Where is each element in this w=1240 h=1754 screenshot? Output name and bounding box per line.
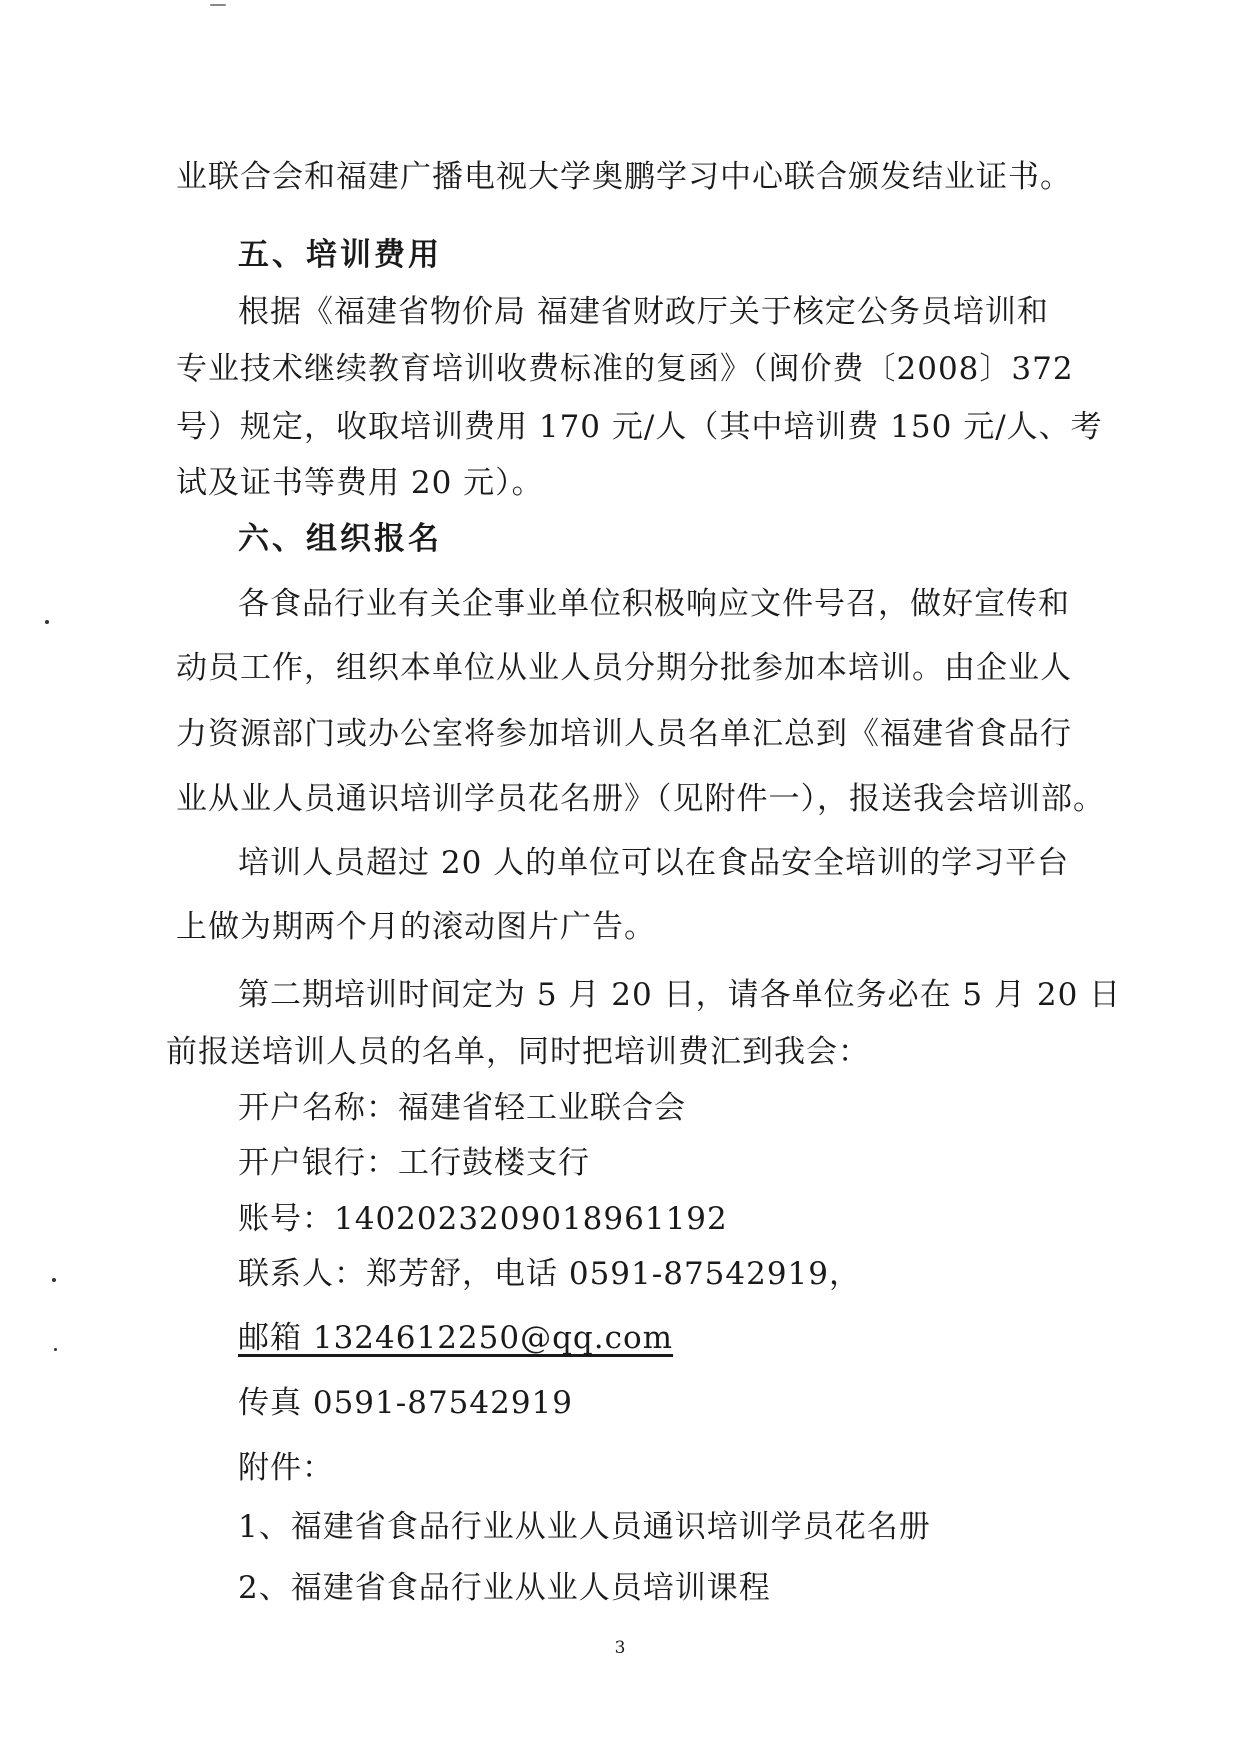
scan-speck: [45, 620, 49, 624]
scan-speck: [54, 1348, 57, 1351]
paragraph-line: 第二期培训时间定为 5 月 20 日，请各单位务必在 5 月 20 日: [238, 977, 1122, 1013]
paragraph-line: 号）规定，收取培训费用 170 元/人（其中培训费 150 元/人、考: [176, 409, 1103, 445]
paragraph-line: 试及证书等费用 20 元）。: [176, 465, 544, 501]
paragraph-line: 业从业人员通识培训学员花名册》（见附件一），报送我会培训部。: [176, 781, 1105, 817]
section-heading-registration: 六、组织报名: [238, 521, 442, 557]
paragraph-line: 培训人员超过 20 人的单位可以在食品安全培训的学习平台: [238, 845, 1070, 881]
page-number: 3: [614, 1638, 626, 1658]
paragraph-line: 力资源部门或办公室将参加培训人员名单汇总到《福建省食品行: [176, 716, 1072, 752]
paragraph-line: 动员工作，组织本单位从业人员分期分批参加本培训。由企业人: [176, 650, 1072, 686]
paragraph-line: 各食品行业有关企事业单位积极响应文件号召，做好宣传和: [238, 586, 1070, 622]
contact-person: 联系人：郑芳舒，电话 0591-87542919，: [238, 1256, 862, 1292]
section-heading-training-fee: 五、培训费用: [238, 237, 442, 273]
scan-speck: [210, 4, 226, 6]
account-name: 开户名称：福建省轻工业联合会: [238, 1090, 686, 1126]
paragraph-line: 专业技术继续教育培训收费标准的复函》（闽价费〔2008〕372: [176, 351, 1074, 387]
attachment-item: 1、福建省食品行业从业人员通识培训学员花名册: [238, 1509, 931, 1545]
attachment-item: 2、福建省食品行业从业人员培训课程: [238, 1570, 771, 1606]
account-number: 账号：1402023209018961192: [238, 1201, 728, 1237]
account-bank: 开户银行：工行鼓楼支行: [238, 1145, 590, 1181]
paragraph-line: 前报送培训人员的名单，同时把培训费汇到我会：: [166, 1034, 870, 1070]
contact-email-link[interactable]: 邮箱 1324612250@qq.com: [238, 1320, 674, 1356]
scan-speck: [52, 1278, 56, 1282]
paragraph-line: 业联合会和福建广播电视大学奥鹏学习中心联合颁发结业证书。: [176, 159, 1072, 195]
paragraph-line: 上做为期两个月的滚动图片广告。: [176, 909, 656, 945]
paragraph-line: 根据《福建省物价局 福建省财政厅关于核定公务员培训和: [238, 294, 1049, 330]
attachments-label: 附件：: [238, 1450, 334, 1486]
contact-fax: 传真 0591-87542919: [238, 1385, 574, 1421]
